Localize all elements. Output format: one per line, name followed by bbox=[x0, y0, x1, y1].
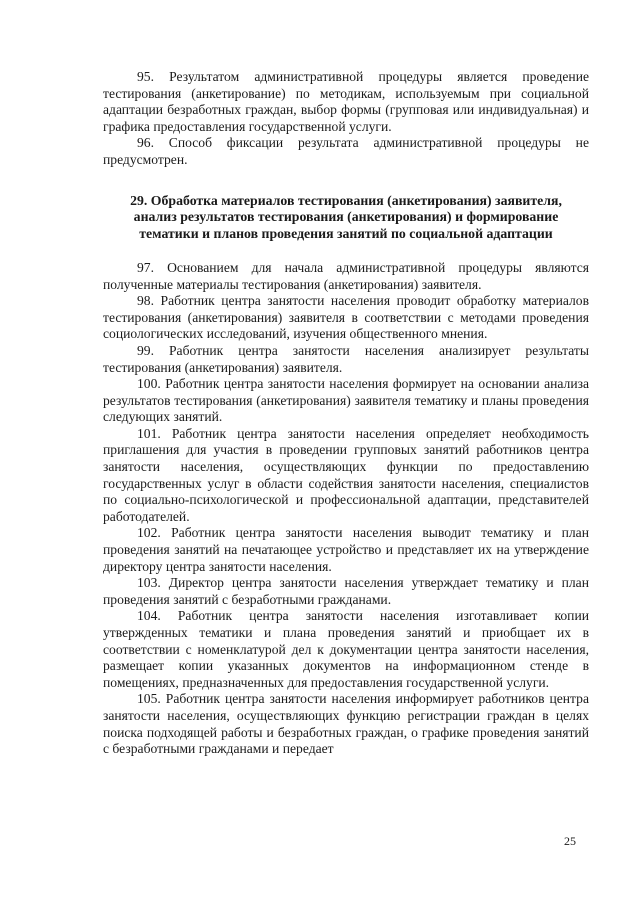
paragraph-101: 101. Работник центра занятости населения определяет необходимость приглашения для участия в проведении групповых занятий работников центра занятости населения, осуществляющих функции по предоставлению государственных услуг в области содействия занятости населения, специалистов по социально-психологической и профессиональной адаптации, представителей работодателей. bbox=[103, 425, 589, 524]
paragraph-105: 105. Работник центра занятости населения информирует работников центра занятости населения, осуществляющих функцию регистрации граждан в целях поиска подходящей работы и безработных граждан, о графике проведения занятий с безработными гражданами и передает bbox=[103, 691, 589, 757]
paragraph-98: 98. Работник центра занятости населения проводит обработку материалов тестирования (анкетирования) заявителя в соответствии с методами проведения социологических исследований, изучения общественного мнения. bbox=[103, 293, 589, 342]
paragraph-96: 96. Способ фиксации результата административной процедуры не предусмотрен. bbox=[103, 135, 589, 167]
paragraph-102: 102. Работник центра занятости населения выводит тематику и план проведения занятий на печатающее устройство и представляет их на утверждение директору центра занятости населения. bbox=[103, 525, 589, 574]
page-number: 25 bbox=[564, 834, 576, 848]
paragraph-103: 103. Директор центра занятости населения утверждает тематику и план проведения занятий с безработными гражданами. bbox=[103, 575, 589, 607]
paragraph-104: 104. Работник центра занятости населения изготавливает копии утвержденных тематики и плана проведения занятий и приобщает их в соответствии с номенклатурой дел к документации центра занятости населения, размещает копии указанных документов на информационном стенде в помещениях, предназначенных для предоставления государственной услуги. bbox=[103, 608, 589, 690]
section-heading: 29. Обработка материалов тестирования (анкетирования) заявителя, анализ результатов тестирования (анкетирования) и формирование тематики и планов проведения занятий по социальной адаптации bbox=[130, 192, 562, 242]
document-body bbox=[103, 69, 589, 758]
paragraph-95: 95. Результатом административной процедуры является проведение тестирования (анкетирование) по методикам, используемым при социальной адаптации безработных граждан, выбор формы (групповая или индивидуальная) и графика предоставления государственной услуги. bbox=[103, 69, 589, 134]
paragraph-100: 100. Работник центра занятости населения формирует на основании анализа результатов тестирования (анкетирования) заявителя тематику и планы проведения следующих занятий. bbox=[103, 376, 589, 425]
paragraph-99: 99. Работник центра занятости населения анализирует результаты тестирования (анкетирования) заявителя. bbox=[103, 342, 589, 375]
paragraph-97: 97. Основанием для начала административной процедуры являются полученные материалы тестирования (анкетирования) заявителя. bbox=[103, 259, 589, 292]
